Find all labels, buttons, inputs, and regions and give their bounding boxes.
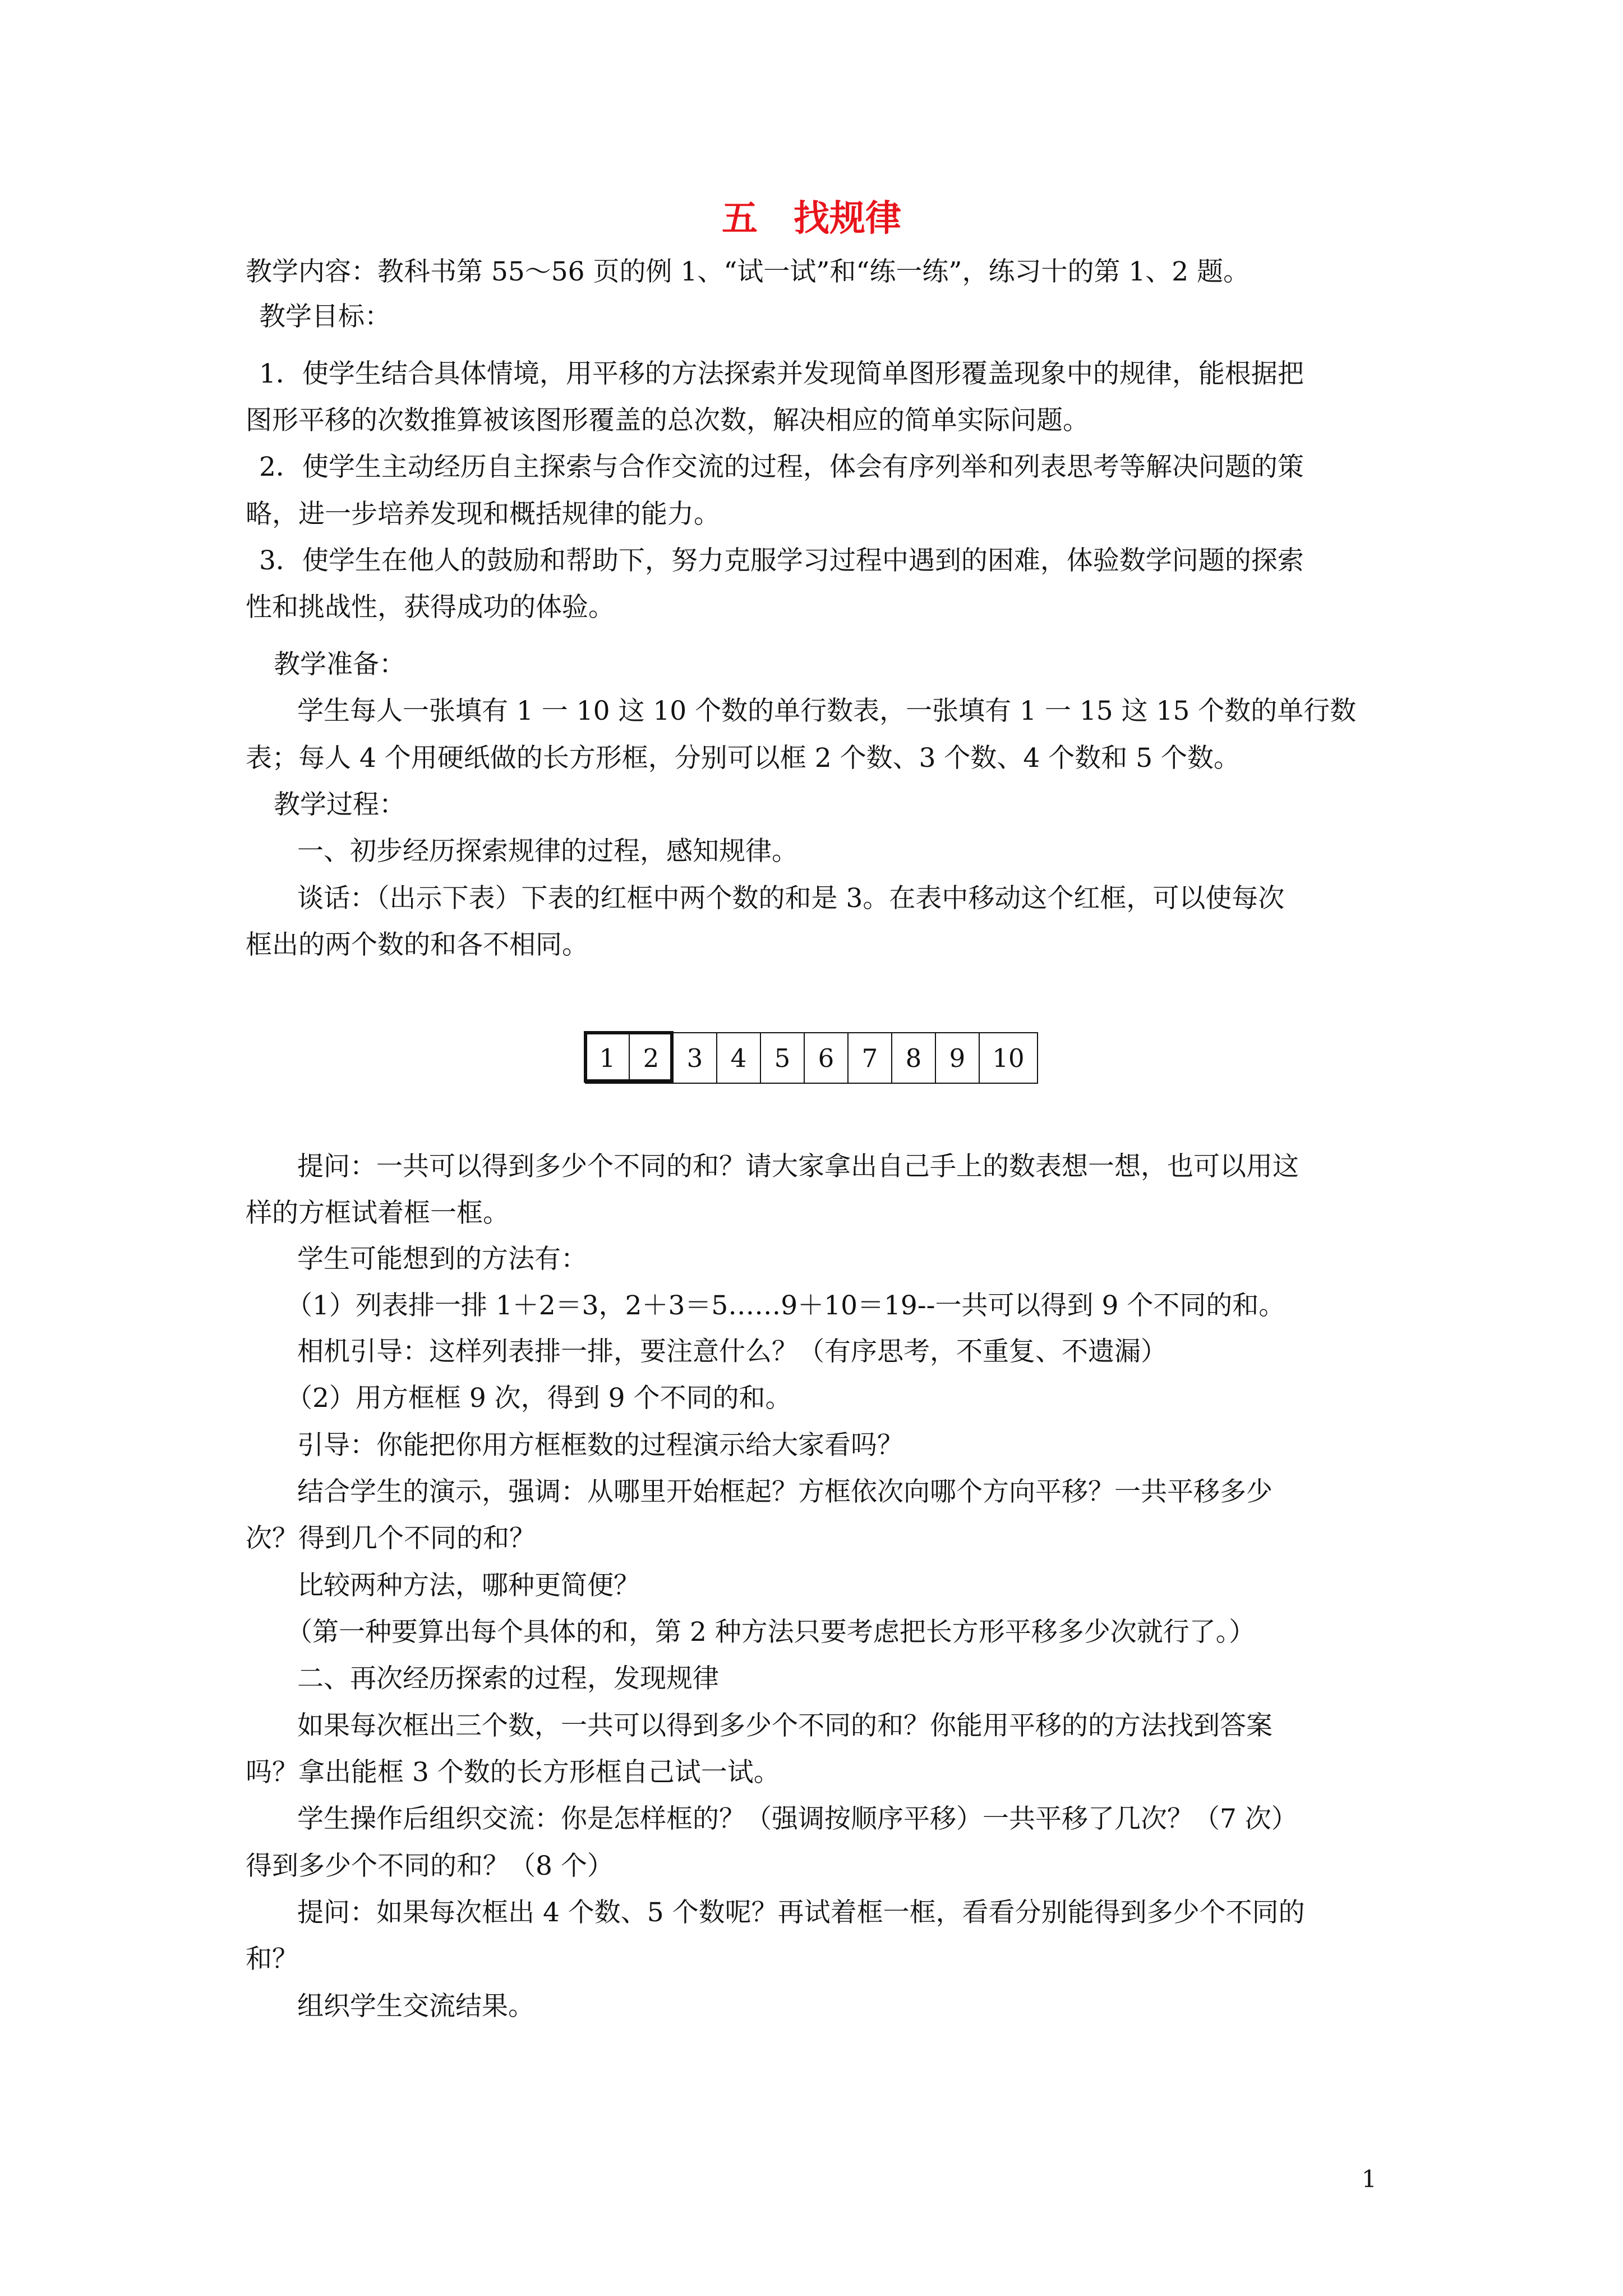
text-line: 相机引导：这样列表排一排，要注意什么？（有序思考，不重复、不遗漏） — [297, 1336, 1167, 1367]
text-line: 1．使学生结合具体情境，用平移的方法探索并发现简单图形覆盖现象中的规律，能根据把 — [259, 358, 1304, 389]
text-line: 样的方框试着框一框。 — [246, 1198, 509, 1228]
text-line: 框出的两个数的和各不相同。 — [246, 930, 588, 960]
text-line: 教学目标： — [259, 301, 391, 332]
number-cell: 1 — [585, 1033, 629, 1083]
text-line: 教学内容：教科书第 55～56 页的例 1、“试一试”和“练一练”，练习十的第 1、2 题。 — [246, 256, 1250, 287]
number-cell: 3 — [673, 1033, 717, 1083]
text-line: 教学准备： — [274, 649, 405, 680]
text-line: 图形平移的次数推算被该图形覆盖的总次数，解决相应的简单实际问题。 — [246, 405, 1089, 436]
document-title: 五 找规律 — [722, 197, 901, 240]
text-line: （1）列表排一排 1＋2＝3，2＋3＝5……9＋10＝19--一共可以得到 9 个不同的和。 — [286, 1290, 1285, 1321]
text-line: 学生每人一张填有 1 一 10 这 10 个数的单行数表，一张填有 1 一 15 这 15 个数的单行数 — [297, 696, 1357, 726]
text-line: 表；每人 4 个用硬纸做的长方形框，分别可以框 2 个数、3 个数、4 个数和 5 个数。 — [246, 743, 1241, 774]
text-line: 学生可能想到的方法有： — [297, 1244, 587, 1274]
text-line: （2）用方框框 9 次，得到 9 个不同的和。 — [286, 1383, 792, 1414]
text-line: 次？得到几个不同的和？ — [246, 1523, 536, 1554]
number-cell: 9 — [935, 1033, 979, 1083]
text-line: 性和挑战性，获得成功的体验。 — [246, 592, 615, 623]
text-line: 略，进一步培养发现和概括规律的能力。 — [246, 499, 720, 530]
text-line: 学生操作后组织交流：你是怎样框的？（强调按顺序平移）一共平移了几次？（7 次） — [297, 1803, 1298, 1834]
text-line: 组织学生交流结果。 — [297, 1991, 534, 2022]
text-line: 教学过程： — [274, 789, 405, 820]
text-line: 提问：如果每次框出 4 个数、5 个数呢？再试着框一框，看看分别能得到多少个不同的 — [297, 1897, 1305, 1928]
number-cell: 5 — [760, 1033, 804, 1083]
number-cell: 8 — [892, 1033, 935, 1083]
text-line: 比较两种方法，哪种更简便？ — [297, 1570, 640, 1601]
number-cell: 4 — [717, 1033, 760, 1083]
text-line: 一、初步经历探索规律的过程，感知规律。 — [297, 836, 798, 867]
number-cell: 2 — [629, 1033, 673, 1083]
number-cell: 10 — [979, 1033, 1038, 1083]
number-table — [585, 1032, 1038, 1084]
number-cell: 7 — [848, 1033, 892, 1083]
text-line: 得到多少个不同的和？（8 个） — [246, 1851, 614, 1881]
text-line: 2．使学生主动经历自主探索与合作交流的过程，体会有序列举和列表思考等解决问题的策 — [259, 452, 1304, 482]
text-line: （第一种要算出每个具体的和，第 2 种方法只要考虑把长方形平移多少次就行了。） — [286, 1617, 1256, 1648]
text-line: 引导：你能把你用方框框数的过程演示给大家看吗？ — [297, 1430, 903, 1461]
page-number: 1 — [1362, 2165, 1377, 2193]
text-line: 二、再次经历探索的过程，发现规律 — [297, 1663, 719, 1694]
text-line: 谈话：（出示下表）下表的红框中两个数的和是 3。在表中移动这个红框，可以使每次 — [297, 883, 1285, 914]
text-line: 提问：一共可以得到多少个不同的和？请大家拿出自己手上的数表想一想，也可以用这 — [297, 1151, 1299, 1182]
number-cell: 6 — [804, 1033, 848, 1083]
text-line: 结合学生的演示，强调：从哪里开始框起？方框依次向哪个方向平移？一共平移多少 — [297, 1476, 1272, 1507]
text-line: 吗？拿出能框 3 个数的长方形框自己试一试。 — [246, 1757, 780, 1788]
text-line: 和？ — [246, 1944, 298, 1975]
text-line: 如果每次框出三个数，一共可以得到多少个不同的和？你能用平移的的方法找到答案 — [297, 1710, 1272, 1741]
text-line: 3．使学生在他人的鼓励和帮助下，努力克服学习过程中遇到的困难，体验数学问题的探索 — [259, 545, 1304, 576]
